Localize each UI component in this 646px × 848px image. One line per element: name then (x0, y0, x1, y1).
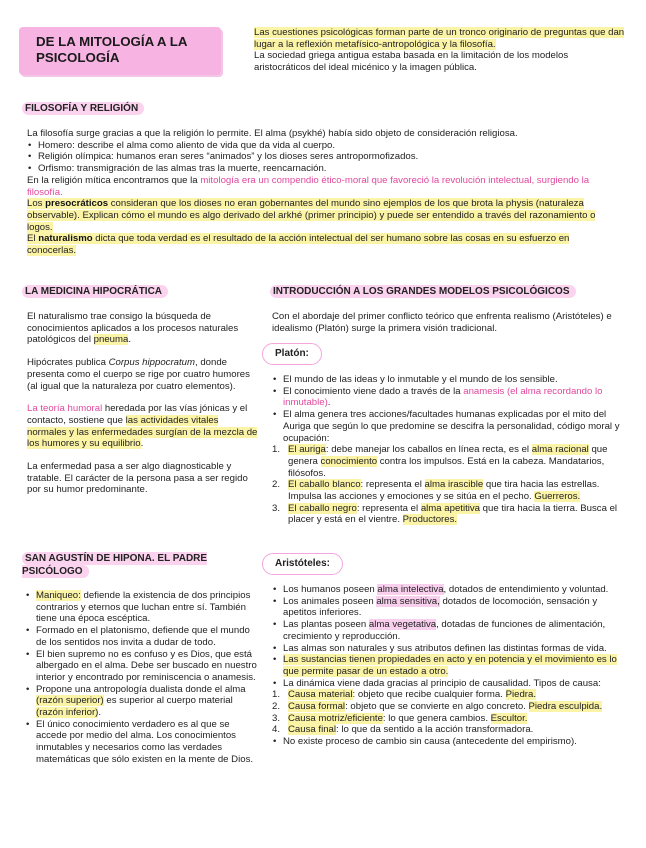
filosofia-p1: La filosofía surge gracias a que la religión lo permite. El alma (psykhé) había sido objeto de consideración religiosa. (27, 128, 518, 139)
platon-numbered (272, 444, 624, 526)
filosofia-p2: En la religión mítica encontramos que la mitología era un compendio ético-moral que favoreció la revolución intelectual, surgiendo la filosofía. (27, 174, 590, 198)
medicina-p2: Hipócrates publica Corpus hippocratum, donde presenta como el cuerpo se rige por cuatro humores (al igual que la naturaleza por cuatro elementos). (27, 357, 250, 392)
intro-line-1: Las cuestiones psicológicas forman parte de un tronco originario de preguntas que dan lugar a la reflexión metafísico-antropológica y la filosofía. (254, 27, 625, 50)
list-item: 3. El caballo negro: representa el alma apetitiva que tira hacia la tierra. Busca el placer y está en el vientre. Productores. (272, 502, 618, 526)
list-item: • Homero: describe el alma como aliento de vida que da vida al cuerpo. (27, 140, 615, 152)
medicina-p3: La teoría humoral heredada por las vías jónicas y el contacto, sostiene que las actividades vitales normales y las enfermedades surgían de la mezcla de los humores y su equilibrio. (27, 403, 258, 450)
agustin-body (25, 590, 259, 766)
list-item: • El conocimiento viene dado a través de la anamesis (el alma recordando lo inmutable). (272, 386, 624, 409)
list-item: • Orfismo: transmigración de las almas tras la muerte, reencarnación. (27, 163, 615, 175)
list-item: • El alma genera tres acciones/facultades humanas explicadas por el mito del Auriga que según lo que predomine se descifra la personalidad, código moral y ocupación: (272, 409, 624, 444)
list-item: • Las almas son naturales y sus atributos definen las distintas formas de vida. (272, 643, 624, 655)
list-item: • Religión olímpica: humanos eran seres “animados” y los dioses seres antropormofizados. (27, 151, 615, 163)
list-item: • Los humanos poseen alma intelectiva, dotados de entendimiento y voluntad. (272, 584, 624, 596)
filosofia-p4: El naturalismo dicta que toda verdad es el resultado de la acción intelectual del ser humano sobre las cosas en su esfuerzo en conocerlas. (27, 233, 570, 257)
list-item: 2. El caballo blanco: representa el alma irascible que tira hacia las estrellas. Impulsa las acciones y emociones y se sitúa en el pecho. Guerreros. (272, 479, 600, 503)
medicina-p1: El naturalismo trae consigo la búsqueda de conocimientos aplicados a los procesos naturales patológicos del pneuma. (27, 311, 239, 346)
intro-line-2: La sociedad griega antigua estaba basada en la limitación de los modelos aristocráticos del ideal micénico y la imagen pública. (254, 50, 569, 74)
aristoteles-label: Aristóteles: (262, 553, 343, 575)
list-item: • La dinámica viene dada gracias al principio de causalidad. Tipos de causa: (272, 678, 624, 690)
heading-filosofia: FILOSOFÍA Y RELIGIÓN (22, 103, 144, 115)
heading-medicina: LA MEDICINA HIPOCRÁTICA (22, 286, 168, 298)
list-item: • Propone una antropología dualista donde el alma (razón superior) es superior al cuerpo material (razón inferior). (25, 684, 259, 719)
list-item: • Formado en el platonismo, defiende que el mundo de los sentidos nos invita a dudar de todo. (25, 625, 259, 648)
list-item: 2. Causa formal: objeto que se convierte en algo concreto. Piedra esculpida. (272, 701, 603, 713)
list-item: • El único conocimiento verdadero es al que se accede por medio del alma. Los conocimientos inmutables y necesarios como las verdades matemáticas que sólo existen en la mente de Dios. (25, 719, 259, 766)
list-item: • Los animales poseen alma sensitiva, dotados de locomoción, sensación y apetitos inferiores. (272, 596, 624, 619)
aristoteles-numbered (272, 689, 624, 736)
filosofia-p3: Los presocráticos consideran que los dioses no eran gobernantes del mundo sino ejemplos de los que brota la physis (naturaleza observable). Explican cómo el mundo es algo derivado del arkhé (primer principio) y puede ser entendido a través del razonamiento o logos. (27, 198, 596, 233)
page-title: DE LA MITOLOGÍA A LA PSICOLOGÍA (36, 34, 187, 66)
list-item: 4. Causa final: lo que da sentido a la acción transformadora. (272, 724, 534, 736)
list-item: • No existe proceso de cambio sin causa (antecedente del empirismo). (272, 736, 624, 748)
aristoteles-body (272, 584, 624, 748)
filosofia-bullets (27, 140, 615, 175)
platon-bullets (272, 374, 624, 444)
medicina-body (27, 311, 259, 496)
filosofia-body (27, 128, 615, 257)
aristoteles-bullets-end (272, 736, 624, 748)
list-item: • El mundo de las ideas y lo inmutable y el mundo de los sensible. (272, 374, 624, 386)
heading-modelos: INTRODUCCIÓN A LOS GRANDES MODELOS PSICOLÓGICOS (270, 286, 576, 298)
heading-agustin: SAN AGUSTÍN DE HIPONA. EL PADRE PSICÓLOGO (22, 553, 208, 577)
medicina-p4: La enfermedad pasa a ser algo diagnosticable y tratable. El carácter de la persona pasa a ser regido por su humor predominante. (27, 461, 248, 496)
aristoteles-bullets (272, 584, 624, 689)
platon-label: Platón: (262, 343, 322, 365)
list-item: • El bien supremo no es confuso y es Dios, que está albergado en el alma. Debe ser buscado en nuestro interior y encontrado por reminiscencia o anamesis. (25, 649, 259, 684)
modelos-intro: Con el abordaje del primer conflicto teórico que enfrenta realismo (Aristóteles) e idealismo (Platón) surge la primera visión tradicional. (272, 311, 612, 334)
intro-block (254, 27, 626, 74)
list-item: • Las plantas poseen alma vegetativa, dotadas de funciones de alimentación, crecimiento y reproducción. (272, 619, 624, 642)
platon-body (272, 374, 624, 526)
agustin-bullets (25, 590, 259, 766)
list-item: • Las sustancias tienen propiedades en acto y en potencia y el movimiento es lo que permite pasar de un estado a otro. (272, 654, 624, 677)
list-item: 1. Causa material: objeto que recibe cualquier forma. Piedra. (272, 689, 536, 701)
list-item: 3. Causa motriz/eficiente: lo que genera cambios. Escultor. (272, 712, 528, 724)
list-item: 1. El auriga: debe manejar los caballos en línea recta, es el alma racional que genera conocimiento contra los impulsos. Está en la cabeza. Mandatarios, filósofos. (272, 444, 608, 479)
list-item: • Maniqueo: defiende la existencia de dos principios contrarios y eternos que luchan entre sí. También tiene una época escéptica. (25, 590, 259, 625)
